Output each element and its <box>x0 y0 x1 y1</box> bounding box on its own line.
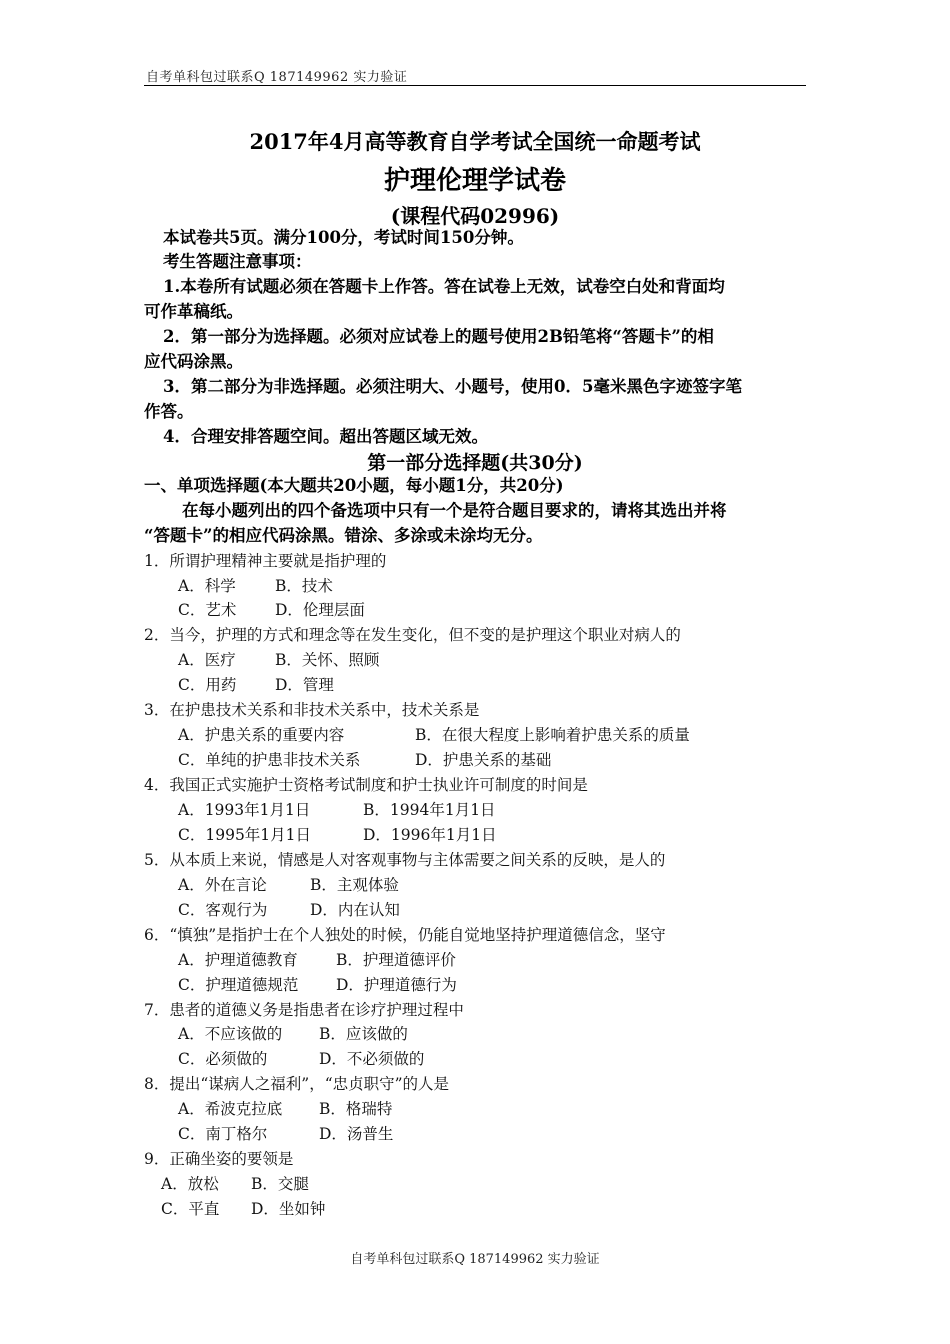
option-row <box>178 1049 424 1069</box>
course-code: (课程代码02996) <box>390 204 560 228</box>
option-row <box>178 1124 393 1144</box>
rule-2-line-2: 应代码涂黑。 <box>144 352 243 371</box>
question-stem: 3．在护患技术关系和非技术关系中，技术关系是 <box>144 701 480 719</box>
option-a: A．希波克拉底 <box>178 1100 283 1118</box>
option-row <box>178 975 457 995</box>
option-row <box>178 650 379 670</box>
option-a: A．外在言论 <box>178 876 267 894</box>
question-stem: 5．从本质上来说，情感是人对客观事物与主体需要之间关系的反映，是人的 <box>144 851 666 869</box>
option-b: B．格瑞特 <box>319 1100 393 1118</box>
option-c: C．艺术 <box>178 601 237 619</box>
option-a: A．放松 <box>161 1175 219 1193</box>
option-row <box>178 576 333 596</box>
rule-1-line-1: 1.本卷所有试题必须在答题卡上作答。答在试卷上无效，试卷空白处和背面均 <box>163 277 725 296</box>
option-c: C．护理道德规范 <box>178 976 299 994</box>
option-row <box>178 750 551 770</box>
question-stem: 9．正确坐姿的要领是 <box>144 1150 294 1168</box>
option-row <box>178 600 365 620</box>
question-stem: 6．“慎独”是指护士在个人独处的时候，仍能自觉地坚持护理道德信念，坚守 <box>144 926 666 944</box>
option-c: C．必须做的 <box>178 1050 268 1068</box>
option-a: A．不应该做的 <box>178 1025 283 1043</box>
rule-1-line-2: 可作革稿纸。 <box>144 302 243 321</box>
option-row <box>178 1024 408 1044</box>
option-b: B．主观体验 <box>310 876 399 894</box>
rule-3-line-2: 作答。 <box>144 402 194 421</box>
option-b: B．交腿 <box>251 1175 309 1193</box>
question-stem: 2．当今，护理的方式和理念等在发生变化，但不变的是护理这个职业对病人的 <box>144 626 681 644</box>
option-c: C．平直 <box>161 1200 220 1218</box>
notice-heading: 考生答题注意事项： <box>163 252 312 271</box>
option-c: C．用药 <box>178 676 237 694</box>
option-b: B．关怀、照顾 <box>275 651 380 669</box>
exam-title: 2017年4月高等教育自学考试全国统一命题考试 <box>249 129 701 154</box>
part-1-title: 第一部分选择题(共30分) <box>367 452 583 474</box>
option-b: B．1994年1月1日 <box>363 801 496 819</box>
option-b: B．护理道德评价 <box>336 951 456 969</box>
option-d: D．护理道德行为 <box>336 976 457 994</box>
option-row <box>161 1199 325 1219</box>
header-divider <box>144 85 806 86</box>
option-row <box>178 875 399 895</box>
option-a: A．护理道德教育 <box>178 951 298 969</box>
option-d: D．管理 <box>275 676 334 694</box>
option-d: D．内在认知 <box>310 901 400 919</box>
option-row <box>178 800 496 820</box>
option-b: B．应该做的 <box>319 1025 408 1043</box>
option-c: C．南丁格尔 <box>178 1125 268 1143</box>
directions-line-1: 在每小题列出的四个备选项中只有一个是符合题目要求的，请将其选出并将 <box>182 501 727 520</box>
option-row <box>178 675 334 695</box>
option-c: C．客观行为 <box>178 901 268 919</box>
option-row <box>178 1099 392 1119</box>
question-stem: 8．提出“谋病人之福利”，“忠贞职守”的人是 <box>144 1075 450 1093</box>
page-header: 自考单科包过联系Q 187149962 实力验证 <box>146 70 408 85</box>
directions-line-2: “答题卡”的相应代码涂黑。错涂、多涂或未涂均无分。 <box>144 526 543 545</box>
section-1-heading: 一、单项选择题(本大题共20小题，每小题1分，共20分) <box>144 476 564 495</box>
question-stem: 7．患者的道德义务是指患者在诊疗护理过程中 <box>144 1001 464 1019</box>
option-a: A．医疗 <box>178 651 236 669</box>
option-d: D．1996年1月1日 <box>363 826 497 844</box>
option-row <box>161 1174 309 1194</box>
rule-3-line-1: 3．第二部分为非选择题。必须注明大、小题号，使用0．5毫米黑色字迹签字笔 <box>163 377 742 396</box>
option-b: B．技术 <box>275 577 333 595</box>
option-b: B．在很大程度上影响着护患关系的质量 <box>415 726 690 744</box>
option-row <box>178 900 400 920</box>
option-row <box>178 950 456 970</box>
option-row <box>178 825 497 845</box>
option-a: A．1993年1月1日 <box>178 801 311 819</box>
paper-title: 护理伦理学试卷 <box>383 166 566 196</box>
rule-4: 4．合理安排答题空间。超出答题区域无效。 <box>163 427 488 446</box>
question-stem: 1．所谓护理精神主要就是指护理的 <box>144 552 387 570</box>
option-a: A．科学 <box>178 577 236 595</box>
option-d: D．伦理层面 <box>275 601 365 619</box>
option-c: C．1995年1月1日 <box>178 826 312 844</box>
option-row <box>178 725 690 745</box>
option-d: D．护患关系的基础 <box>415 751 552 769</box>
option-d: D．不必须做的 <box>319 1050 425 1068</box>
option-a: A．护患关系的重要内容 <box>178 726 345 744</box>
option-d: D．汤普生 <box>319 1125 394 1143</box>
rule-2-line-1: 2．第一部分为选择题。必须对应试卷上的题号使用2B铅笔将“答题卡”的相 <box>163 327 714 346</box>
page-footer: 自考单科包过联系Q 187149962 实力验证 <box>350 1252 600 1267</box>
option-c: C．单纯的护患非技术关系 <box>178 751 361 769</box>
question-stem: 4．我国正式实施护士资格考试制度和护士执业许可制度的时间是 <box>144 776 588 794</box>
exam-summary: 本试卷共5页。满分100分，考试时间150分钟。 <box>163 228 524 247</box>
option-d: D．坐如钟 <box>251 1200 326 1218</box>
